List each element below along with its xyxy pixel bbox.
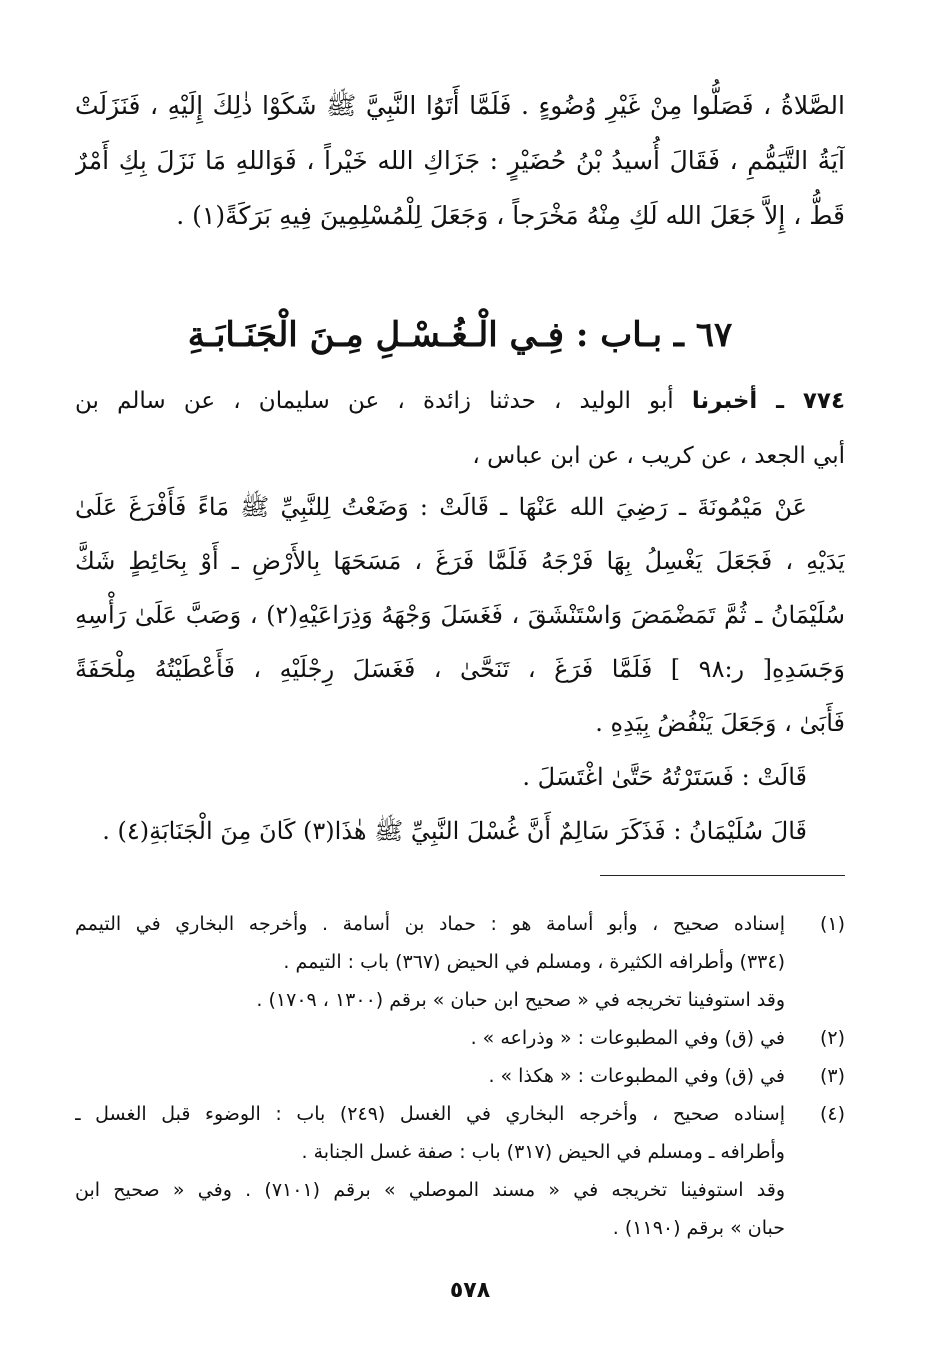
isnad-text: أبو الوليد ، حدثنا زائدة ، عن سليمان ، عن سالم بن (75, 388, 674, 414)
hadith-number: ٧٧٤ ـ أخبرنا (691, 388, 845, 414)
footnote-line: في (ق) وفي المطبوعات : « هكذا » . (488, 1065, 785, 1087)
isnad-line: أبي الجعد ، عن كريب ، عن ابن عباس ، (472, 443, 845, 469)
footnote-separator (600, 875, 845, 876)
page-number: ٥٧٨ (449, 1278, 491, 1303)
hadith-isnad (75, 374, 845, 484)
footnote (75, 1057, 845, 1095)
footnote-number: (٢) (819, 1027, 845, 1049)
matn-line: فَأَبَىٰ ، وَجَعَلَ يَنْفُضُ بِيَدِهِ . (595, 709, 845, 737)
intro-paragraph (75, 78, 845, 243)
footnote-line: وقد استوفينا تخريجه في « مسند الموصلي » برقم (٧١٠١) . وفي « صحيح ابن (75, 1179, 785, 1201)
chapter-heading: ٦٧ ـ بـاب : فِـي الْـغُـسْـلِ مِـنَ الْجَنَـابَـةِ (187, 315, 733, 355)
footnote-line: إسناده صحيح ، وأخرجه البخاري في الغسل (٢٤٩) باب : الوضوء قبل الغسل ـ (75, 1103, 785, 1125)
matn-line: وَجَسَدِهِ[ ر:٩٨ ] فَلَمَّا فَرَغَ ، تَنَحَّىٰ ، فَغَسَلَ رِجْلَيْهِ ، فَأَعْطَيْتُهُ مِلْحَفَةً (75, 655, 845, 683)
footnote (75, 905, 845, 1019)
text-line: الصَّلاةُ ، فَصَلُّوا مِنْ غَيْرِ وُضُوءٍ . فَلَمَّا أَتَوُا النَّبِيَّ ﷺ شَكَوْا ذٰلِكَ إِلَيْهِ ، فَنَزَلَتْ (75, 91, 845, 120)
footnote (75, 1095, 845, 1247)
matn-line: يَدَيْهِ ، فَجَعَلَ يَغْسِلُ بِهَا فَرْجَهُ فَلَمَّا فَرَغَ ، مَسَحَهَا بِالأَرْضِ ـ أَوْ بِحَائِطٍ شَكَّ (75, 547, 845, 575)
footnote (75, 1019, 845, 1057)
footnote-line: في (ق) وفي المطبوعات : « وذراعه » . (470, 1027, 785, 1049)
text-line: آيَةُ التَّيَمُّمِ ، فَقَالَ أُسيدُ بْنُ حُضَيْرٍ : جَزَاكِ الله خَيْراً ، فَوَاللهِ مَا نَزَلَ بِكِ أَمْرٌ (75, 146, 845, 175)
footnote-number: (١) (819, 913, 845, 935)
footnotes (75, 905, 845, 1247)
matn-line: سُلَيْمَانُ ـ ثُمَّ تَمَضْمَضَ وَاسْتَنْشَقَ ، فَغَسَلَ وَجْهَهُ وَذِرَاعَيْهِ(٢) ، وَصَبَّ عَلَىٰ رَأْسِهِ (75, 601, 845, 629)
footnote-line: حبان » برقم (١١٩٠) . (612, 1217, 785, 1239)
matn-line: قَالَ سُلَيْمَانُ : فَذَكَرَ سَالِمٌ أَنَّ غُسْلَ النَّبِيِّ ﷺ هٰذَا(٣) كَانَ مِنَ الْجَنَابَةِ(٤) . (102, 817, 807, 845)
matn-line: عَنْ مَيْمُونَةَ ـ رَضِيَ الله عَنْهَا ـ قَالَتْ : وَضَعْتُ لِلنَّبِيِّ ﷺ مَاءً فَأَفْرَغَ عَلَىٰ (75, 493, 807, 521)
hadith-matn (75, 480, 845, 858)
matn-line: قَالَتْ : فَسَتَرْتُهُ حَتَّىٰ اغْتَسَلَ . (522, 763, 807, 791)
footnote-line: إسناده صحيح ، وأبو أسامة هو : حماد بن أسامة . وأخرجه البخاري في التيمم (75, 913, 785, 935)
footnote-line: وقد استوفينا تخريجه في « صحيح ابن حبان » برقم (١٣٠٠ ، ١٧٠٩) . (256, 989, 785, 1011)
text-line: قَطُّ ، إِلاَّ جَعَلَ الله لَكِ مِنْهُ مَخْرَجاً ، وَجَعَلَ لِلْمُسْلِمِينَ فِيهِ بَرَكَةً(١) . (176, 201, 845, 230)
footnote-line: وأطرافه ـ ومسلم في الحيض (٣١٧) باب : صفة غسل الجنابة . (301, 1141, 785, 1163)
footnote-number: (٣) (819, 1065, 845, 1087)
isnad-line (75, 374, 845, 429)
footnote-number: (٤) (819, 1103, 845, 1125)
footnote-line: (٣٣٤) وأطرافه الكثيرة ، ومسلم في الحيض (٣٦٧) باب : التيمم . (283, 951, 785, 973)
